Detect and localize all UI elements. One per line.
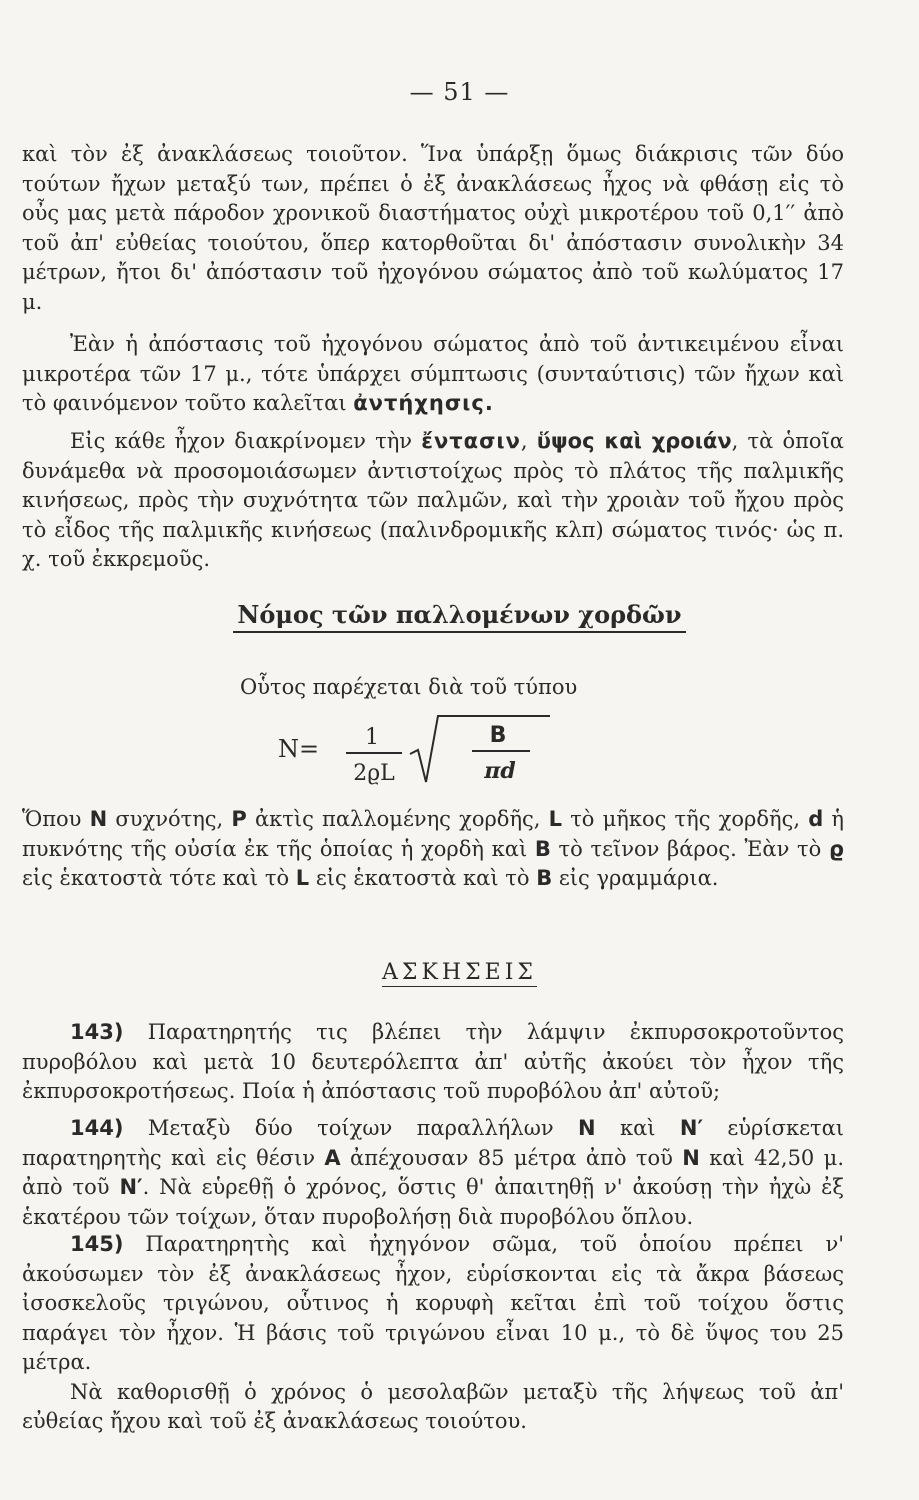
formula-numerator: 1 <box>365 725 379 750</box>
paragraph-text-run: εἰς ἑκατοστὰ τότε καὶ τὸ <box>22 866 296 890</box>
exercise-145 <box>22 1230 844 1437</box>
exercise-body: Παρατηρητής τις βλέπει τὴν λάμψιν ἐκπυρσοκροτοῦντος πυροβόλου καὶ μετὰ 10 δευτερόλεπτα ἀπ' αὐτῆς ἀκούει τὸν ἦχον τῆς ἐκπυρσοκροτήσεως. Ποία ἡ ἀπόστασις τοῦ πυροβόλου ἀπ' αὐτοῦ; <box>22 1020 844 1103</box>
exercise-body: εὑρίσκεται παρατηρητὴς καὶ εἰς θέσιν <box>22 1116 845 1170</box>
symbol-d: d <box>808 807 824 831</box>
symbol-N-prime: N′ <box>119 1175 143 1199</box>
paragraph-echo <box>22 330 844 419</box>
paragraph-reflection <box>22 140 844 317</box>
exercise-body: καὶ <box>595 1116 680 1140</box>
exercise-body: Μεταξὺ δύο τοίχων παραλλήλων <box>123 1116 578 1140</box>
symbol-N-prime: N′ <box>679 1116 704 1140</box>
exercise-body: ἀπέχουσαν 85 μέτρα ἀπὸ τοῦ <box>340 1145 683 1170</box>
formula-lhs: N= <box>278 735 320 763</box>
paragraph-text-run: Ὅπου <box>22 807 90 831</box>
term-antichisis: ἀντήχησις. <box>353 391 494 415</box>
paragraph-text-run: εἰς γραμμάρια. <box>552 866 719 890</box>
paragraph-formula-legend <box>22 805 844 894</box>
formula-graphic <box>278 710 558 800</box>
paragraph-text-run: , <box>520 429 537 453</box>
exercise-text <box>22 1018 844 1107</box>
symbol-rho: ϱ <box>828 836 844 861</box>
symbol-A: A <box>324 1145 341 1170</box>
section-title <box>0 600 919 633</box>
exercises-heading <box>0 960 919 987</box>
exercise-144 <box>22 1114 844 1232</box>
paragraph-text-run: ἡ πυκνότης τῆς οὐσία ἐκ τῆς ὁποίας ἡ χορδὴ καὶ <box>22 807 844 861</box>
term-pitch-timbre: ὕψος καὶ χροιάν <box>536 429 732 453</box>
root-sign <box>410 716 550 782</box>
exercise-body: Παρατηρητὴς καὶ ἠχηγόνον σῶμα, τοῦ ὁποίου πρέπει ν' ἀκούσωμεν τὸν ἐξ ἀνακλάσεως ἦχον, εὑρίσκονται εἰς τὰ ἄκρα βάσεως ἰσοσκελοῦς τριγώνου, οὗτινος ἡ κορυφὴ κεῖται ἐπὶ τοῦ τοίχου ὅστις παράγει τὸν ἦχον. Ἡ βάσις τοῦ τριγώνου εἶναι 10 μ., τὸ δὲ ὕψος του 25 μέτρα. <box>22 1232 844 1374</box>
symbol-L: L <box>295 866 310 890</box>
paragraph-text-run: ἀκτὶς παλλομένης χορδῆς, <box>246 807 549 831</box>
symbol-N: N <box>89 807 108 831</box>
paragraph-text-run: Ἐὰν ἡ ἀπόστασις τοῦ ἠχογόνου σώματος ἀπὸ τοῦ ἀντικειμένου εἶναι μικροτέρα τῶν 17 μ., τότε ὑπάρχει σύμπτωσις (συνταύτισις) τῶν ἤχων καὶ τὸ φαινόμενον τοῦτο καλεῖται <box>22 332 844 415</box>
formula-intro: Οὗτος παρέχεται διὰ τοῦ τύπου <box>240 675 578 699</box>
section-title-text: Νόμος τῶν παλλομένων χορδῶν <box>233 600 685 633</box>
paragraph-text-run: τὸ τεῖνον βάρος. Ἐὰν τὸ <box>550 836 829 861</box>
symbol-L: L <box>548 807 563 831</box>
exercises-heading-text: ΑΣΚΗΣΕΙΣ <box>382 960 537 985</box>
paragraph-text <box>22 330 844 419</box>
exercise-text <box>22 1114 844 1232</box>
term-entasis: ἔντασιν <box>421 429 521 453</box>
paragraph-text-run: Εἰς κάθε ἦχον διακρίνομεν τὴν <box>70 429 422 453</box>
paragraph-text <box>22 805 844 894</box>
symbol-N: N <box>682 1145 700 1170</box>
symbol-B: B <box>534 836 551 861</box>
paragraph-sound-properties <box>22 427 844 575</box>
root-numerator: B <box>489 723 507 748</box>
paragraph-text <box>22 427 844 575</box>
paragraph-text-run: συχνότης, <box>107 807 232 831</box>
paragraph-text-run: τὸ μῆκος τῆς χορδῆς, <box>562 807 809 831</box>
page-number: — 51 — <box>409 78 510 106</box>
formula-denominator: 2ϱL <box>353 761 395 786</box>
symbol-P: P <box>231 807 247 831</box>
exercise-body: καὶ 42,50 μ. ἀπὸ τοῦ <box>22 1145 844 1199</box>
exercise-number: 143) <box>70 1020 124 1044</box>
paragraph-text-run: , τὰ ὁποῖα δυνάμεθα νὰ προσομοιάσωμεν ἀντιστοίχως πρὸς τὸ πλάτος τῆς παλμικῆς κινήσεως, πρὸς τὴν συχνότητα τῶν παλμῶν, καὶ τὴν χροιὰν τοῦ ἤχου πρὸς τὸ εἶδος τῆς παλμικῆς κινήσεως (παλινδρομικῆς κλπ) σώματος τινός· ὡς π. χ. τοῦ ἐκκρεμοῦς. <box>22 429 844 571</box>
exercise-text-continued: Νὰ καθορισθῇ ὁ χρόνος ὁ μεσολαβῶν μεταξὺ τῆς λήψεως τοῦ ἀπ' εὐθείας ἤχου καὶ τοῦ ἐξ ἀνακλάσεως τοιούτου. <box>22 1379 844 1433</box>
paragraph-text: καὶ τὸν ἐξ ἀνακλάσεως τοιοῦτον. Ἵνα ὑπάρξῃ ὅμως διάκρισις τῶν δύο τούτων ἤχων μεταξύ των, πρέπει ὁ ἐξ ἀνακλάσεως ἦχος νὰ φθάσῃ εἰς τὸ οὖς μας μετὰ πάροδον χρονικοῦ διαστήματος οὐχὶ μικροτέρου τοῦ 0,1′′ ἀπὸ τοῦ ἀπ' εὐθείας τοιούτου, ὅπερ κατορθοῦται δι' ἀπόστασιν συνολικὴν 34 μέτρων, ἤτοι δι' ἀπόστασιν τοῦ ἠχογόνου σώματος ἀπὸ τοῦ κωλύματος 17 μ. <box>22 142 844 314</box>
exercise-143 <box>22 1018 844 1107</box>
string-frequency-formula <box>278 710 558 800</box>
symbol-B: B <box>536 866 553 890</box>
exercise-text <box>22 1230 844 1378</box>
exercise-number: 144) <box>70 1116 124 1140</box>
root-denominator: πd <box>484 758 516 784</box>
exercise-body: . Νὰ εὑρεθῇ ὁ χρόνος, ὅστις θ' ἀπαιτηθῇ ν' ἀκούσῃ τὴν ἠχὼ ἐξ ἑκατέρου τῶν τοίχων, ὅταν πυροβολήσῃ διὰ πυροβόλου ὅπλου. <box>22 1175 844 1229</box>
paragraph-text-run: εἰς ἑκατοστὰ καὶ τὸ <box>309 866 537 890</box>
symbol-N: N <box>577 1116 596 1140</box>
exercise-number: 145) <box>70 1232 124 1256</box>
